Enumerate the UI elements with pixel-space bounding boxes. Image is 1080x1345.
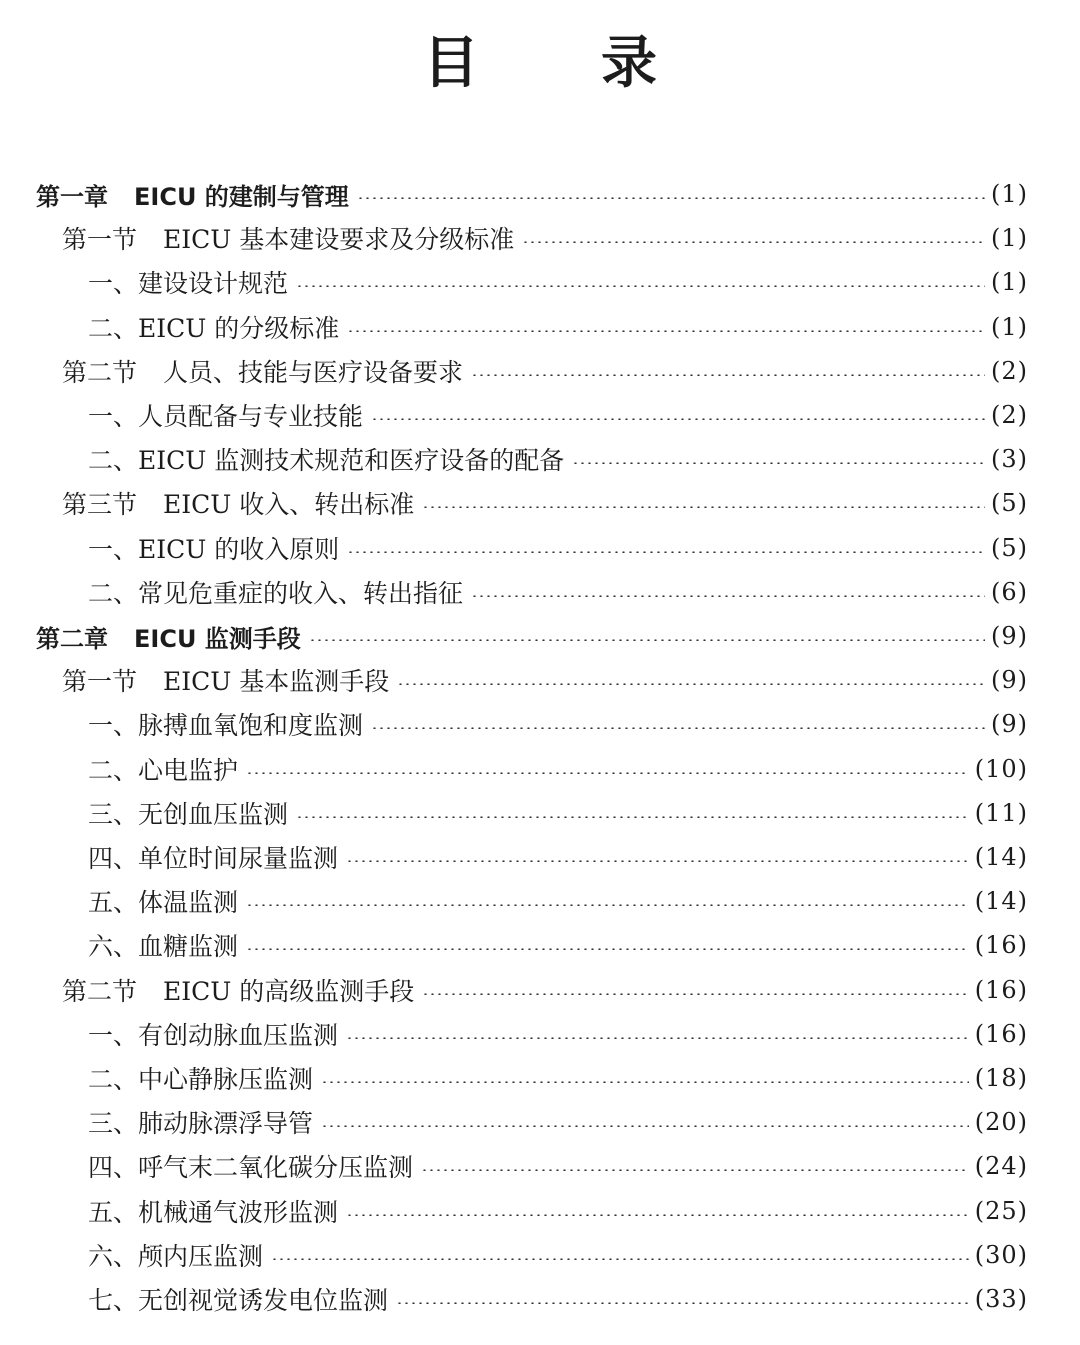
toc-page-number: (33) [974,1285,1028,1313]
toc-page-number: (9) [991,666,1028,694]
dot-leader [371,727,985,729]
toc-entry-label [62,662,389,698]
toc-entry-title: 建设设计规范 [138,269,289,298]
toc-item-row [88,305,1028,349]
toc-page-number: (2) [991,401,1028,429]
toc-section-row [62,349,1028,393]
toc-entry-label [88,883,238,919]
toc-item-row [88,1277,1028,1321]
toc-entry-number: 第二节 [62,358,138,387]
toc-entry-title: 机械通气波形监测 [138,1198,339,1227]
toc-item-row [88,1012,1028,1056]
dot-leader [309,639,985,641]
toc-section-row [62,481,1028,525]
dot-leader [321,1081,969,1083]
toc-page-number: (1) [991,268,1028,296]
toc-entry-label [88,1237,263,1273]
dot-leader [296,285,985,287]
toc-chapter-row [36,172,1028,216]
dot-leader [347,330,985,332]
toc-entry-title: EICU 监测技术规范和医疗设备的配备 [138,446,565,475]
toc-entry-label [88,706,363,742]
toc-entry-title: 肺动脉漂浮导管 [138,1109,314,1138]
toc-chapter-row [36,614,1028,658]
toc-entry-label [88,1104,313,1140]
toc-entry-number: 第三节 [62,490,138,519]
dot-leader [296,816,969,818]
toc-entry-number: 六、 [88,1242,139,1271]
toc-entry-label [62,353,463,389]
toc-item-row [88,1189,1028,1233]
toc-entry-number: 一、 [88,535,139,564]
toc-page-number: (30) [974,1241,1028,1269]
toc-item-row [88,702,1028,746]
toc-item-row [88,526,1028,570]
toc-entry-label [88,839,338,875]
toc-entry-label [88,751,238,787]
dot-leader [422,506,985,508]
toc-page-number: (6) [991,578,1028,606]
toc-entry-number: 二、 [88,1065,139,1094]
toc-entry-label [62,485,414,521]
toc-entry-label [88,397,363,433]
toc-item-row [88,1056,1028,1100]
title-char-2: 录 [601,31,657,96]
toc-entry-number: 一、 [88,711,139,740]
toc-item-row [88,791,1028,835]
toc-entry-number: 四、 [88,1153,139,1182]
toc-entry-number: 五、 [88,888,139,917]
dot-leader [422,993,968,995]
toc-entry-label [88,795,288,831]
toc-entry-number: 四、 [88,844,139,873]
toc-entry-label [88,927,238,963]
toc-entry-title: 无创视觉诱发电位监测 [138,1286,389,1315]
dot-leader [421,1169,969,1171]
dot-leader [371,418,985,420]
toc-entry-label [88,309,339,345]
toc-entry-number: 二、 [88,756,139,785]
toc-page-number: (1) [991,313,1028,341]
dot-leader [347,551,985,553]
toc-page-number: (14) [974,887,1028,915]
toc-entry-number: 七、 [88,1286,139,1315]
toc-entry-label [62,220,514,256]
toc-entry-label [62,972,414,1008]
toc-entry-title: 中心静脉压监测 [138,1065,314,1094]
toc-page-number: (1) [991,224,1028,252]
toc-item-row [88,437,1028,481]
toc-item-row [88,393,1028,437]
toc-entry-label [88,1016,338,1052]
toc-entry-title: 颅内压监测 [138,1242,264,1271]
toc-entry-label [88,441,564,477]
toc-item-row [88,923,1028,967]
toc-entry-number: 二、 [88,314,139,343]
toc-item-row [88,1100,1028,1144]
dot-leader [246,948,969,950]
dot-leader [346,1037,969,1039]
dot-leader [321,1125,969,1127]
title-char-1: 目 [423,31,479,96]
toc-entry-number: 三、 [88,800,139,829]
toc-entry-title: EICU 收入、转出标准 [163,490,415,519]
toc-entry-title: EICU 的建制与管理 [134,182,349,211]
toc-item-row [88,260,1028,304]
toc-entry-number: 二、 [88,446,139,475]
toc-entry-number: 三、 [88,1109,139,1138]
toc-entry-title: EICU 的分级标准 [138,314,340,343]
toc-entry-title: 心电监护 [138,756,239,785]
toc-entry-label [88,1281,388,1317]
dot-leader [271,1258,969,1260]
toc-page-number: (16) [974,976,1028,1004]
toc-page-number: (3) [991,445,1028,473]
toc-entry-title: EICU 基本建设要求及分级标准 [163,225,515,254]
page-title [0,28,1080,100]
dot-leader [246,772,969,774]
toc-page-number: (18) [974,1064,1028,1092]
toc-page-number: (20) [974,1108,1028,1136]
toc-item-row [88,835,1028,879]
dot-leader [397,683,985,685]
dot-leader [471,374,985,376]
toc-entry-title: EICU 的收入原则 [138,535,340,564]
toc-entry-title: 常见危重症的收入、转出指征 [138,579,464,608]
toc-entry-number: 第二章 [36,624,108,653]
toc-page-number: (25) [974,1197,1028,1225]
toc-section-row [62,216,1028,260]
toc-item-row [88,1233,1028,1277]
dot-leader [522,241,985,243]
dot-leader [357,197,985,199]
dot-leader [572,462,985,464]
toc-page-number: (5) [991,534,1028,562]
toc-entry-label [88,1148,413,1184]
dot-leader [246,904,969,906]
dot-leader [346,860,969,862]
toc-entry-number: 第一章 [36,182,108,211]
toc-entry-number: 二、 [88,579,139,608]
toc-entry-label [88,1060,313,1096]
toc-entry-title: 无创血压监测 [138,800,289,829]
toc-entry-label [36,177,349,212]
toc-page-number: (5) [991,489,1028,517]
toc-page-number: (16) [974,931,1028,959]
toc-item-row [88,879,1028,923]
toc-page-number: (9) [991,710,1028,738]
toc-entry-number: 一、 [88,1021,139,1050]
toc-entry-label [88,530,339,566]
toc-item-row [88,1144,1028,1188]
dot-leader [396,1302,969,1304]
toc-entry-number: 第一节 [62,667,138,696]
toc-entry-label [88,574,463,610]
toc-entry-title: EICU 的高级监测手段 [163,977,415,1006]
toc-entry-title: 人员配备与专业技能 [138,402,364,431]
toc-page-number: (14) [974,843,1028,871]
toc-entry-number: 六、 [88,932,139,961]
toc-entry-label [36,619,301,654]
toc-entry-title: 单位时间尿量监测 [138,844,339,873]
toc-page-number: (2) [991,357,1028,385]
toc-page-number: (1) [991,180,1028,208]
toc-entry-number: 五、 [88,1198,139,1227]
toc-entry-label [88,264,288,300]
toc-entry-title: 脉搏血氧饱和度监测 [138,711,364,740]
dot-leader [346,1214,969,1216]
toc-entry-label [88,1193,338,1229]
toc-entry-number: 一、 [88,269,139,298]
toc-entry-title: 体温监测 [138,888,239,917]
toc-entry-number: 第二节 [62,977,138,1006]
toc-entry-title: 血糖监测 [138,932,239,961]
toc-entry-title: EICU 基本监测手段 [163,667,390,696]
dot-leader [471,595,985,597]
toc-page-number: (11) [974,799,1028,827]
toc-page-number: (24) [974,1152,1028,1180]
toc-entry-title: 人员、技能与医疗设备要求 [163,358,464,387]
toc-page-number: (16) [974,1020,1028,1048]
toc-page-number: (10) [974,755,1028,783]
toc-entry-title: 有创动脉血压监测 [138,1021,339,1050]
toc-entry-title: 呼气末二氧化碳分压监测 [138,1153,414,1182]
toc-section-row [62,968,1028,1012]
toc-entry-title: EICU 监测手段 [134,624,301,653]
toc-item-row [88,747,1028,791]
toc-section-row [62,658,1028,702]
toc-entry-number: 第一节 [62,225,138,254]
toc-item-row [88,570,1028,614]
toc-entry-number: 一、 [88,402,139,431]
toc-page-number: (9) [991,622,1028,650]
